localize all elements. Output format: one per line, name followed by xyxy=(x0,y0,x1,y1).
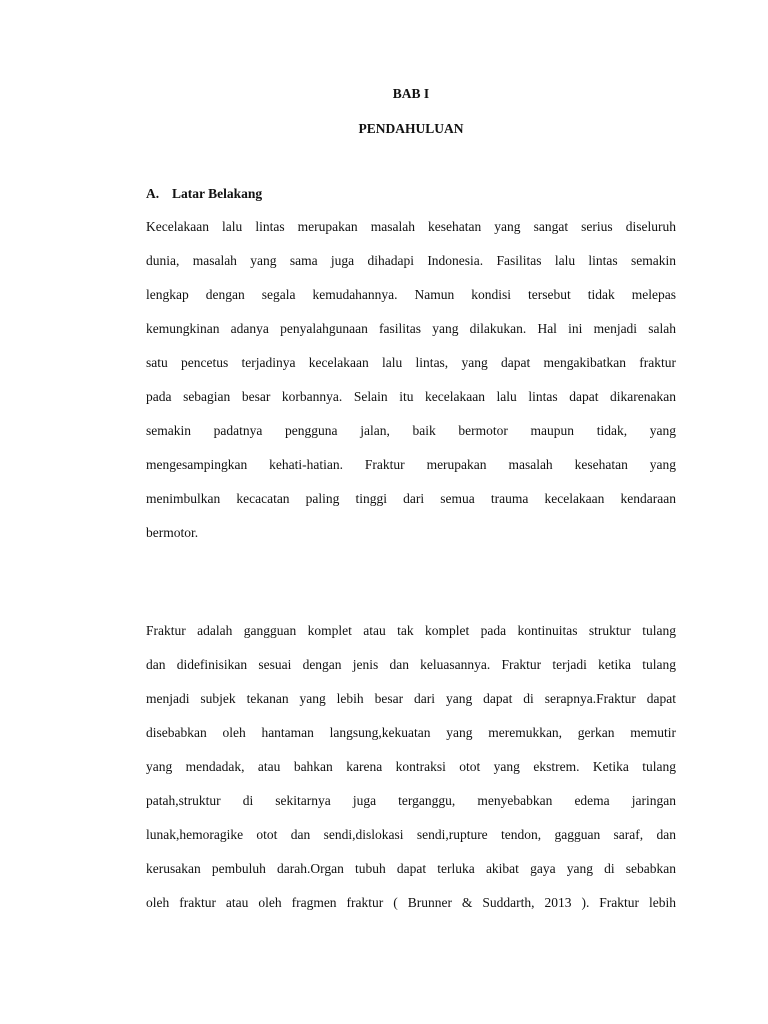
chapter-number: BAB I xyxy=(392,86,430,101)
paragraph-line: satu pencetus terjadinya kecelakaan lalu lintas, yang dapat mengakibatkan fraktur xyxy=(146,355,676,370)
section-number: A. xyxy=(146,186,160,201)
paragraph-line: dunia, masalah yang sama juga dihadapi Indonesia. Fasilitas lalu lintas semakin xyxy=(146,253,676,268)
chapter-title: PENDAHULUAN xyxy=(358,121,464,136)
paragraph-line: dan didefinisikan sesuai dengan jenis dan keluasannya. Fraktur terjadi ketika tulang xyxy=(146,657,676,672)
paragraph-line: lengkap dengan segala kemudahannya. Namun kondisi tersebut tidak melepas xyxy=(146,287,676,302)
paragraph-line: yang mendadak, atau bahkan karena kontraksi otot yang ekstrem. Ketika tulang xyxy=(146,759,676,774)
paragraph-line: kemungkinan adanya penyalahgunaan fasilitas yang dilakukan. Hal ini menjadi salah xyxy=(146,321,676,336)
paragraph-line: semakin padatnya pengguna jalan, baik bermotor maupun tidak, yang xyxy=(146,423,676,438)
paragraph-line: bermotor. xyxy=(146,525,199,540)
paragraph-line: patah,struktur di sekitarnya juga terganggu, menyebabkan edema jaringan xyxy=(146,793,676,808)
paragraph-fraktur xyxy=(146,621,676,927)
paragraph-line: Kecelakaan lalu lintas merupakan masalah kesehatan yang sangat serius diseluruh xyxy=(146,219,676,234)
paragraph-line: lunak,hemoragike otot dan sendi,dislokasi sendi,rupture tendon, gagguan saraf, dan xyxy=(146,827,676,842)
paragraph-line: Fraktur adalah gangguan komplet atau tak komplet pada kontinuitas struktur tulang xyxy=(146,623,676,638)
section-heading xyxy=(146,186,262,202)
paragraph-line: menimbulkan kecacatan paling tinggi dari semua trauma kecelakaan kendaraan xyxy=(146,491,676,506)
paragraph-latar-belakang xyxy=(146,217,676,557)
paragraph-line: mengesampingkan kehati-hatian. Fraktur merupakan masalah kesehatan yang xyxy=(146,457,676,472)
paragraph-line: menjadi subjek tekanan yang lebih besar dari yang dapat di serapnya.Fraktur dapat xyxy=(146,691,676,706)
paragraph-line: disebabkan oleh hantaman langsung,kekuatan yang meremukkan, gerkan memutir xyxy=(146,725,676,740)
paragraph-line: pada sebagian besar korbannya. Selain itu kecelakaan lalu lintas dapat dikarenakan xyxy=(146,389,676,404)
paragraph-line: kerusakan pembuluh darah.Organ tubuh dapat terluka akibat gaya yang di sebabkan xyxy=(146,861,676,876)
section-title: Latar Belakang xyxy=(172,186,263,201)
paragraph-line: oleh fraktur atau oleh fragmen fraktur ( Brunner & Suddarth, 2013 ). Fraktur lebih xyxy=(146,895,676,910)
